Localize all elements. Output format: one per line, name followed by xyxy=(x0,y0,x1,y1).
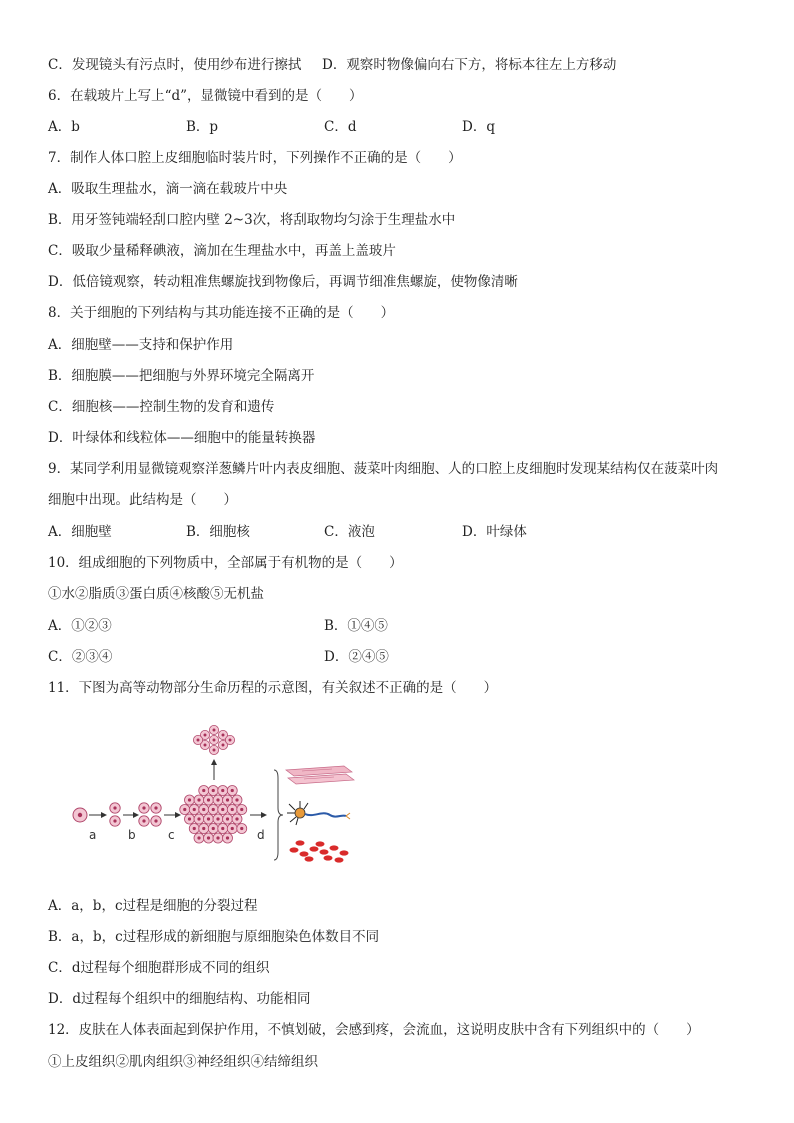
cell-nucleus xyxy=(207,817,210,820)
q11-option-a: A．a，b，c过程是细胞的分裂过程 xyxy=(48,898,258,914)
cell-cluster xyxy=(180,786,247,844)
cell-nucleus xyxy=(216,817,219,820)
tissue-blood xyxy=(290,840,349,862)
q9-option-c: C．液泡 xyxy=(324,524,375,540)
q5-option-c: C．发现镜头有污点时，使用纱布进行擦拭 xyxy=(48,57,302,73)
blood-cell xyxy=(300,851,309,856)
cell-nucleus xyxy=(235,798,238,801)
two-cells xyxy=(110,803,120,826)
cell-nucleus xyxy=(231,827,234,830)
cell-nucleus xyxy=(213,749,216,752)
cell-nucleus xyxy=(212,808,215,811)
blood-cell xyxy=(330,845,339,850)
q8-option-c: C．细胞核——控制生物的发育和遗传 xyxy=(48,399,275,415)
q5-option-d: D．观察时物像偏向右下方，将标本往左上方移动 xyxy=(322,57,617,73)
cell-nucleus xyxy=(221,789,224,792)
q6-stem: 6．在载玻片上写上“d”，显微镜中看到的是（ ） xyxy=(48,88,363,104)
cell-nucleus xyxy=(221,827,224,830)
q8-option-d: D．叶绿体和线粒体——细胞中的能量转换器 xyxy=(48,430,316,446)
q10-option-b: B．①④⑤ xyxy=(324,618,388,634)
q11-option-c: C．d过程每个细胞群形成不同的组织 xyxy=(48,960,270,976)
cell-nucleus xyxy=(226,836,229,839)
q7-option-c: C．吸取少量稀释碘液，滴加在生理盐水中，再盖上盖玻片 xyxy=(48,243,396,259)
blood-cell xyxy=(290,847,299,852)
blood-cell xyxy=(320,849,329,854)
cell-nucleus xyxy=(213,739,216,742)
cell-nucleus xyxy=(231,789,234,792)
cell-nucleus xyxy=(212,789,215,792)
blood-cell xyxy=(340,850,349,855)
four-cells xyxy=(139,803,161,826)
q9-option-a: A．细胞壁 xyxy=(48,524,112,540)
blood-cell xyxy=(316,841,325,846)
q10-option-c: C．②③④ xyxy=(48,649,113,665)
cell-nucleus xyxy=(188,817,191,820)
q10-stem: 10．组成细胞的下列物质中，全部属于有机物的是（ ） xyxy=(48,555,403,571)
cell-nucleus xyxy=(212,827,215,830)
cell-nucleus xyxy=(204,744,207,747)
cell-nucleus xyxy=(235,817,238,820)
q10-items: ①水②脂质③蛋白质④核酸⑤无机盐 xyxy=(48,586,264,602)
label-c: c xyxy=(168,828,175,842)
cell-nucleus xyxy=(197,739,200,742)
q7-stem: 7．制作人体口腔上皮细胞临时装片时，下列操作不正确的是（ ） xyxy=(48,150,462,166)
cell-nucleus xyxy=(197,836,200,839)
cell-nucleus xyxy=(197,798,200,801)
blood-cell xyxy=(305,856,314,861)
cell-nucleus xyxy=(193,808,196,811)
cell-nucleus xyxy=(221,808,224,811)
blood-cell xyxy=(296,840,305,845)
tissue-muscle xyxy=(286,766,354,784)
cell-development-figure xyxy=(62,722,362,872)
cell-nucleus xyxy=(193,827,196,830)
q9-stem-line1: 9．某同学利用显微镜观察洋葱鳞片叶内表皮细胞、菠菜叶肉细胞、人的口腔上皮细胞时发现某结构仅在菠菜叶肉 xyxy=(48,461,719,477)
q8-stem: 8．关于细胞的下列结构与其功能连接不正确的是（ ） xyxy=(48,305,395,321)
q7-option-b: B．用牙签钝端轻刮口腔内壁 2~3次，将刮取物均匀涂于生理盐水中 xyxy=(48,212,456,228)
tissue-neuron xyxy=(287,801,350,825)
cell-nucleus xyxy=(202,789,205,792)
cell-nucleus xyxy=(231,808,234,811)
bracket xyxy=(274,770,283,860)
label-a: a xyxy=(89,828,97,842)
q8-option-a: A．细胞壁——支持和保护作用 xyxy=(48,337,234,353)
q6-option-d: D．q xyxy=(462,119,495,135)
q6-option-c: C．d xyxy=(324,119,357,135)
cell-nucleus xyxy=(240,827,243,830)
label-b: b xyxy=(128,828,136,842)
single-cell xyxy=(73,808,87,822)
cell-nucleus xyxy=(229,739,232,742)
top-cell-cluster xyxy=(193,725,234,754)
cell-nucleus xyxy=(216,836,219,839)
q11-option-b: B．a，b，c过程形成的新细胞与原细胞染色体数目不同 xyxy=(48,929,380,945)
cell-nucleus xyxy=(222,734,225,737)
cell-nucleus xyxy=(204,734,207,737)
cell-nucleus xyxy=(213,729,216,732)
cell-nucleus xyxy=(188,798,191,801)
cell-nucleus xyxy=(202,827,205,830)
cell-nucleus xyxy=(197,817,200,820)
blood-cell xyxy=(324,855,333,860)
q7-option-d: D．低倍镜观察，转动粗准焦螺旋找到物像后，再调节细准焦螺旋，使物像清晰 xyxy=(48,274,518,290)
q12-items: ①上皮组织②肌肉组织③神经组织④结缔组织 xyxy=(48,1054,318,1070)
q7-option-a: A．吸取生理盐水，滴一滴在载玻片中央 xyxy=(48,181,288,197)
cell-nucleus xyxy=(183,808,186,811)
q9-option-b: B．细胞核 xyxy=(186,524,250,540)
cell-nucleus xyxy=(202,808,205,811)
q10-option-a: A．①②③ xyxy=(48,618,112,634)
cell-nucleus xyxy=(240,808,243,811)
cell-nucleus xyxy=(216,798,219,801)
q6-option-b: B．p xyxy=(186,119,219,135)
cell-nucleus xyxy=(226,817,229,820)
q8-option-b: B．细胞膜——把细胞与外界环境完全隔离开 xyxy=(48,368,315,384)
q10-option-d: D．②④⑤ xyxy=(324,649,389,665)
blood-cell xyxy=(335,857,344,862)
q9-option-d: D．叶绿体 xyxy=(462,524,527,540)
q11-option-d: D．d过程每个组织中的细胞结构、功能相同 xyxy=(48,991,311,1007)
cell-nucleus xyxy=(207,798,210,801)
q9-stem-line2: 细胞中出现。此结构是（ ） xyxy=(48,492,237,508)
cell-nucleus xyxy=(207,836,210,839)
q11-stem: 11．下图为高等动物部分生命历程的示意图，有关叙述不正确的是（ ） xyxy=(48,680,498,696)
q6-option-a: A．b xyxy=(48,119,80,135)
blood-cell xyxy=(310,846,319,851)
cell-nucleus xyxy=(226,798,229,801)
q12-stem: 12．皮肤在人体表面起到保护作用，不慎划破，会感到疼，会流血，这说明皮肤中含有下列组织中的（ ） xyxy=(48,1022,700,1038)
label-d: d xyxy=(257,828,265,842)
cell-nucleus xyxy=(222,744,225,747)
